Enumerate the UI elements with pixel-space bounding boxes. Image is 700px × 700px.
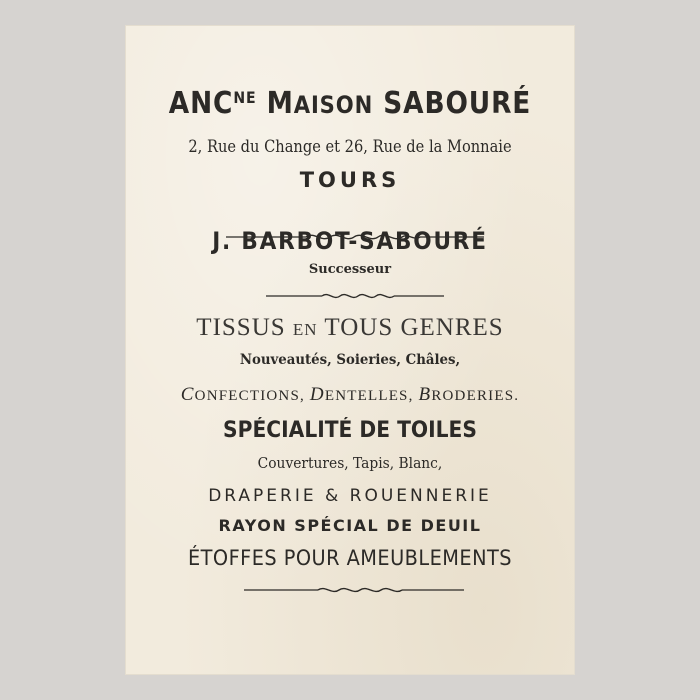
shop-name-prefix: ANC	[168, 86, 234, 121]
fabrics-heading	[126, 314, 574, 342]
drapery-line: DRAPERIE & ROUENNERIE	[208, 486, 492, 506]
covers-line: Couvertures, Tapis, Blanc,	[257, 454, 443, 472]
ornament-divider-bottom	[126, 584, 574, 596]
shop-city: TOURS	[299, 168, 401, 192]
owner-name: J. BARBOT-SABOURÉ	[212, 227, 488, 255]
fabrics-word: TISSUS	[196, 314, 293, 341]
trade-card	[126, 26, 574, 674]
shop-name-aison: AISON	[293, 91, 374, 119]
fabrics-all-kinds: TOUS GENRES	[317, 314, 504, 341]
specialty-heading: SPÉCIALITÉ DE TOILES	[223, 418, 477, 443]
confections-rest: ONFECTIONS,	[194, 388, 310, 404]
shop-name-m: M	[266, 86, 294, 121]
shop-name-surname: SABOURÉ	[383, 86, 532, 121]
shop-name	[153, 86, 547, 121]
fabrics-en: EN	[292, 320, 318, 339]
embroideries-rest: RODERIES.	[431, 388, 520, 404]
laces-initial: D	[309, 384, 325, 405]
mourning-line: RAYON SPÉCIAL DE DEUIL	[218, 516, 482, 535]
confections-line	[126, 384, 574, 406]
embroideries-initial: B	[418, 384, 432, 405]
novelties-line: Nouveautés, Soieries, Châles,	[239, 352, 461, 368]
shop-name-superscript: NE	[233, 88, 257, 107]
ornament-divider-middle	[126, 290, 574, 302]
shop-address: 2, Rue du Change et 26, Rue de la Monnaie	[188, 137, 512, 157]
successor-label: Successeur	[308, 262, 392, 277]
confections-initial: C	[180, 384, 195, 405]
laces-rest: ENTELLES,	[324, 388, 419, 404]
upholstery-line: ÉTOFFES POUR AMEUBLEMENTS	[188, 546, 512, 570]
